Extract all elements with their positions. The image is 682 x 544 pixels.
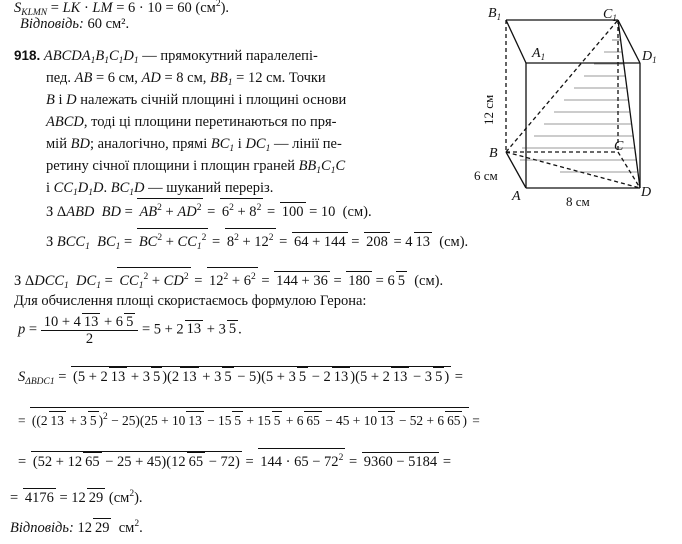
- semiperimeter-formula: p = $\frac{10 + 4 13 + 6 5}{2}$ = 5 + 2 13 + 3 5 .: [18, 314, 242, 347]
- area-line-4: = 4176 = 12 29 $(см^2)$.: [10, 489, 143, 506]
- area-line-2: = ((2 13 + 3 5 )$^2$ − 25)(25 + 10 13 − 15 5 + 15 5 + 6 65 − 45 + 10 13 − 52 + 6 65 ) =: [18, 407, 480, 430]
- final-answer: Відповідь: 12 29 $см^2$.: [10, 519, 143, 536]
- problem-line-5: мій BD; аналогічно, прямі $BC_1$ і $DC_1$ — лінії пе-: [46, 136, 342, 154]
- dim-width: 8 см: [566, 194, 590, 209]
- label-B1: $B_1$: [488, 6, 502, 22]
- answer-value: 60 см².: [87, 16, 130, 32]
- dim-height: 12 см: [481, 94, 496, 125]
- label-A: A: [512, 189, 521, 204]
- heron-intro: Для обчислення площі скористаємось формулою Герона:: [14, 293, 367, 309]
- problem-line-4: ABCD, тоді ці площини перетинаються по пря-: [46, 114, 337, 130]
- problem-number: 918.: [14, 48, 41, 63]
- solution-dcc1: З $\Delta DCC_1$ $DC_1 = CC_1^2 + CD^2 = 12^2 + 6^2 = 144 + 36 = 180 = 6$ 5 (см).: [14, 267, 443, 295]
- label-C1: $C_1$: [603, 7, 617, 23]
- top-formula: $S_{KLMN}$ = LK · LM = 6 · 10 = 60 $(см^2)$.: [14, 0, 230, 18]
- problem-line-6: ретину січної площини і площин граней $BB_1C_1C$: [46, 158, 346, 176]
- label-D1: $D_1$: [642, 49, 657, 65]
- solution-abd: З ΔABD BD = $AB^2 + AD^2 = 6^2 + 8^2 = 100 = 10$ (см).: [46, 198, 372, 221]
- area-line-1: $S_{\Delta BDC1} = (5 + 2$ 13 + 3 5 )(2 13 + 3 5 − 5)(5 + 3 5 − 2 13 )(5 + 2 13 − 3 5 ) =: [18, 366, 463, 391]
- problem-line-3: B і D належать січній площині і площині основи: [46, 92, 347, 108]
- area-line-3: = (52 + 12 65 − 25 + 45)(12 $65 - 72) = 144 \cdot 65 - 72^2 = 9360 - 5184$ =: [18, 448, 451, 471]
- final-answer-label: Відповідь:: [10, 520, 74, 536]
- problem-line-7: і $CC_1D_1D$. $BC_1D$ — шуканий переріз.: [46, 180, 274, 198]
- problem-line-1: 918. $ABCDA_1B_1C_1D_1$ — прямокутний паралелепі-: [14, 48, 318, 66]
- label-D: D: [641, 185, 652, 200]
- answer-label: Відповідь:: [20, 16, 84, 32]
- top-answer: [20, 15, 129, 33]
- label-C: C: [614, 139, 624, 154]
- label-A1: $A_1$: [532, 46, 546, 62]
- solution-bcc1: З $BCC_1$ $BC_1 = BC^2 + CC_1^2 = 8^2 + 12^2 = 64 + 144 = 208 = 4$ 13 (см).: [46, 228, 468, 256]
- problem-line-2: пед. AB = 6 см, AD = 8 см, $BB_1 = 12$ см. Точки: [46, 70, 326, 88]
- label-B: B: [489, 146, 498, 161]
- dim-depth: 6 см: [474, 168, 498, 183]
